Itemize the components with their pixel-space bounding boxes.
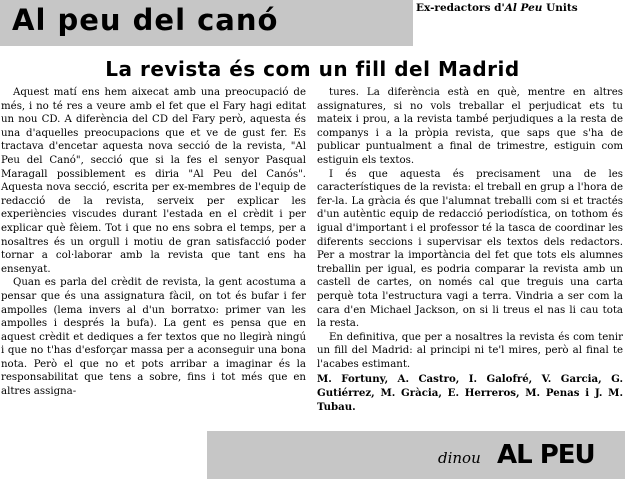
kicker-italic: Al Peu [504,2,543,14]
section-title: Al peu del canó [12,3,279,37]
kicker-prefix: Ex-redactors d' [416,2,505,14]
paragraph: Quan es parla del crèdit de revista, la gent acostuma a pensar que és una assignatura fàcil, on tot és bufar i fer ampolles (lema invers al d'un borratxo: primer van les ampolles i després la bufa). La gent es pensa que en aquest crèdit et dediques a fer textos que no llegirà ningú i que no t'has d'esforçar massa per a aconseguir una bona nota. Però el que no et pots arribar a imaginar és la responsabilitat que tens a sobre, fins i tot més que en altres assigna- [1,277,306,398]
kicker-suffix: Units [542,2,578,14]
paragraph: En definitiva, que per a nosaltres la revista és com tenir un fill del Madrid: al principi ni te'l mires, però al final te l'acabes estimant. [317,331,623,370]
article-headline: La revista és com un fill del Madrid [105,57,520,81]
author-signature: M. Fortuny, A. Castro, I. Galofré, V. Garcia, G. Gutiérrez, M. Gràcia, E. Herreros, M. Penas i J. M. Tubau. [317,373,623,413]
kicker [416,2,578,14]
article-column-left [1,86,306,399]
paragraph: tures. La diferència està en què, mentre en altres assignatures, si no vols treballar el perjudicat ets tu mateix i prou, a la revista també perjudiques a la resta de companys i a la pròpia revista, que saps que s'ha de publicar puntualment a final de trimestre, estiguin com estiguin els textos. [317,87,623,166]
article-column-right [317,86,623,414]
page-number-word: dinou [438,449,481,467]
magazine-logo: AL PEU [497,440,595,470]
paragraph: I és que aquesta és precisament una de les característiques de la revista: el treball en grup a l'hora de fer-la. La gràcia és que l'alumnat treballi com si et tractés d'un autèntic equip de redacció periodística, on tothom és igual d'important i el professor té la tasca de coordinar les diferents seccions i supervisar els textos dels redactors. Per a mostrar la importància del fet que tots els alumnes treballin per igual, es podria comparar la revista amb un castell de cartes, on només cal que treguis una carta perquè tota l'estructura vagi a terra. Vindria a ser com la cara d'en Michael Jackson, on si li treus el nas li cau tota la resta. [317,168,623,330]
paragraph: Aquest matí ens hem aixecat amb una preocupació de més, i no té res a veure amb el fet que el Fary hagi editat un nou CD. A diferència del CD del Fary però, aquesta és una d'aquelles preocupacions que et ve de gust fer. Es tractava d'encetar aquesta nova secció de la revista, "Al Peu del Canó", secció que si la fes el senyor Pasqual Maragall possiblement es diria "Al Peu del Canós". Aquesta nova secció, escrita per ex-membres de l'equip de redacció de la revista, serveix per explicar les experiències viscudes durant l'estada en el crèdit i per explicar què fèiem. Tot i que no ens sobra el temps, per a nosaltres és un orgull i motiu de gran satisfacció poder tornar a col·laborar amb la revista que tant ens ha ensenyat. [1,87,306,275]
